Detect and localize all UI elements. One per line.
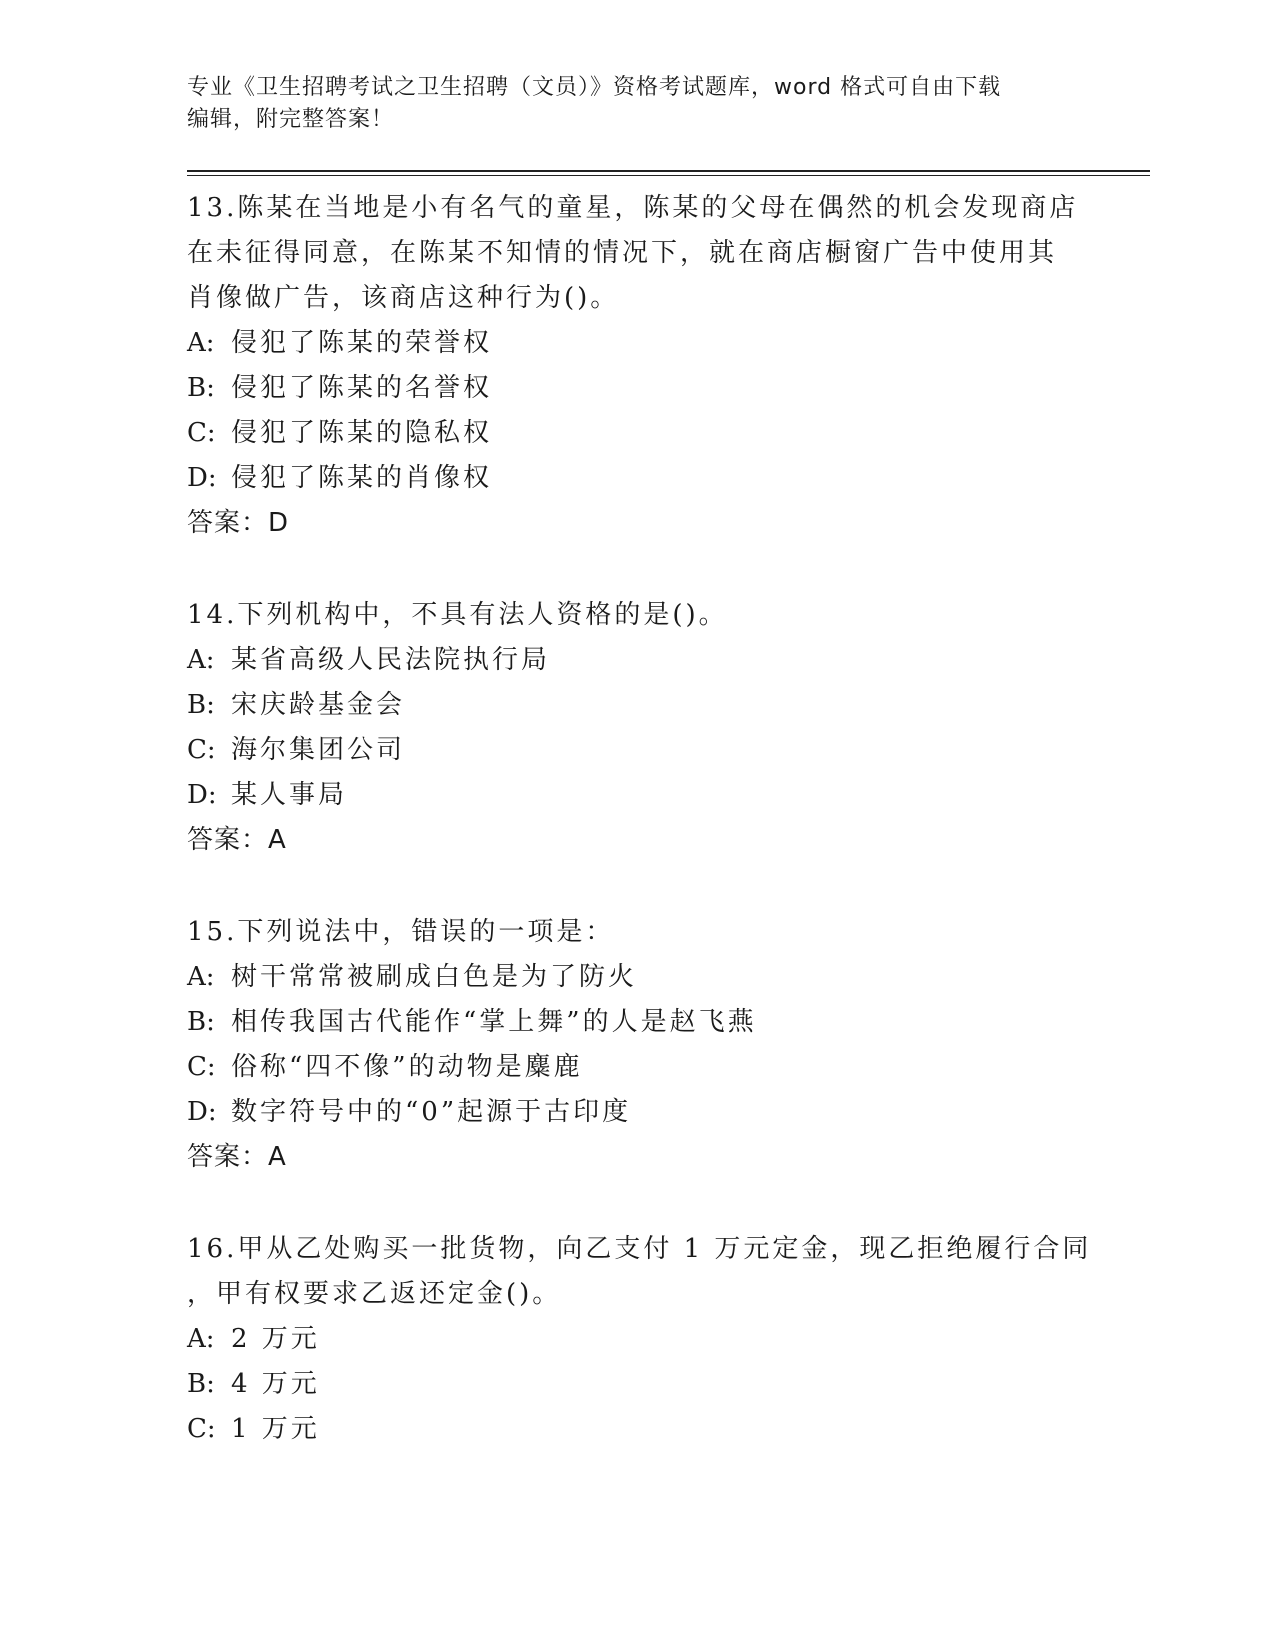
option-text: 某省高级人民法院执行局 [231, 645, 551, 675]
question-stem-line: 13.陈某在当地是小有名气的童星，陈某的父母在偶然的机会发现商店 [187, 193, 1079, 223]
option-d [187, 773, 1150, 818]
option-key: D: [187, 463, 217, 493]
option-text: 侵犯了陈某的肖像权 [231, 463, 493, 493]
option-b [187, 366, 1150, 411]
option-c [187, 1045, 1150, 1090]
option-a [187, 638, 1150, 683]
option-b [187, 1362, 1150, 1407]
option-key: A: [187, 328, 215, 358]
document-header [187, 72, 1150, 136]
question-stem-line: 在未征得同意，在陈某不知情的情况下，就在商店橱窗广告中使用其 [187, 238, 1058, 268]
answer-line: 答案：D [187, 508, 290, 538]
option-text: 海尔集团公司 [231, 735, 406, 765]
option-key: D: [187, 1097, 217, 1127]
option-text: 宋庆龄基金会 [231, 690, 406, 720]
option-key: C: [187, 1414, 216, 1444]
option-key: C: [187, 418, 216, 448]
question-stem-line: 肖像做广告，该商店这种行为()。 [187, 283, 620, 313]
option-c [187, 728, 1150, 773]
option-text: 俗称“四不像”的动物是麋鹿 [231, 1052, 583, 1082]
option-d [187, 1090, 1150, 1135]
question-list [187, 186, 1150, 1452]
question-16 [187, 1227, 1150, 1452]
question-stem-line: 14.下列机构中，不具有法人资格的是()。 [187, 600, 728, 630]
option-key: C: [187, 1052, 216, 1082]
option-d [187, 456, 1150, 501]
option-key: B: [187, 690, 215, 720]
option-key: A: [187, 645, 215, 675]
option-key: A: [187, 962, 215, 992]
option-key: C: [187, 735, 216, 765]
option-key: B: [187, 1369, 215, 1399]
question-stem-line: ，甲有权要求乙返还定金()。 [187, 1279, 562, 1309]
option-key: A: [187, 1324, 215, 1354]
option-text: 数字符号中的“0”起源于古印度 [231, 1097, 632, 1127]
option-text: 某人事局 [231, 780, 348, 810]
option-text: 2 万元 [231, 1324, 320, 1354]
question-15 [187, 910, 1150, 1180]
question-14 [187, 593, 1150, 863]
question-stem-line: 16.甲从乙处购买一批货物，向乙支付 1 万元定金，现乙拒绝履行合同 [187, 1234, 1092, 1264]
option-a [187, 1317, 1150, 1362]
option-text: 1 万元 [231, 1414, 320, 1444]
header-line-2: 编辑，附完整答案！ [187, 107, 395, 132]
option-text: 侵犯了陈某的隐私权 [231, 418, 493, 448]
option-a [187, 955, 1150, 1000]
question-stem-line: 15.下列说法中，错误的一项是： [187, 917, 615, 947]
option-text: 树干常常被刷成白色是为了防火 [231, 962, 638, 992]
document-page [187, 72, 1150, 1499]
header-line-1: 专业《卫生招聘考试之卫生招聘（文员）》资格考试题库，word 格式可自由下载 [187, 75, 1002, 100]
header-divider [187, 170, 1150, 176]
option-text: 侵犯了陈某的荣誉权 [231, 328, 493, 358]
answer-line: 答案：A [187, 825, 287, 855]
answer-line: 答案：A [187, 1142, 287, 1172]
option-c [187, 411, 1150, 456]
option-key: B: [187, 373, 215, 403]
option-text: 4 万元 [231, 1369, 320, 1399]
option-c [187, 1407, 1150, 1452]
question-13 [187, 186, 1150, 546]
option-a [187, 321, 1150, 366]
option-key: B: [187, 1007, 215, 1037]
option-text: 侵犯了陈某的名誉权 [231, 373, 493, 403]
option-text: 相传我国古代能作“掌上舞”的人是赵飞燕 [231, 1007, 757, 1037]
option-key: D: [187, 780, 217, 810]
option-b [187, 1000, 1150, 1045]
option-b [187, 683, 1150, 728]
